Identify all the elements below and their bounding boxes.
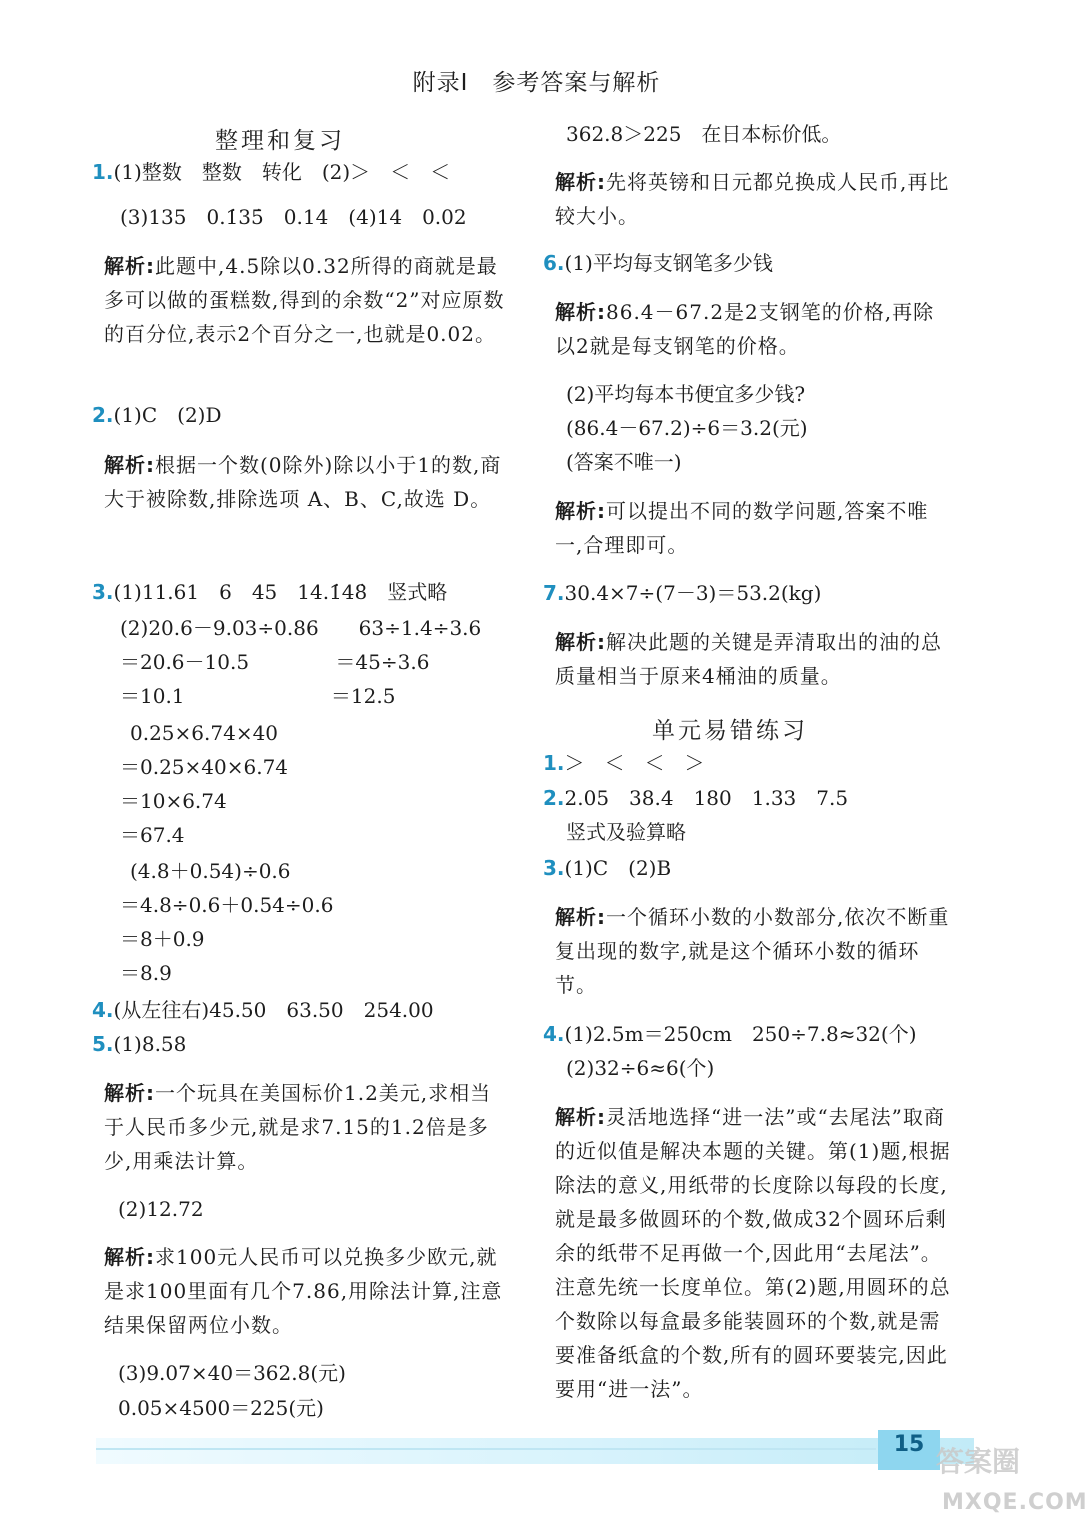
q3-line3: ＝20.6－10.5 ＝45÷3.6 — [120, 650, 430, 674]
q2-explanation-text: 根据一个数(0除外)除以小于1的数,商大于被除数,排除选项 A、B、C,故选 D。 — [104, 453, 502, 511]
q6-explanation-2-text: 可以提出不同的数学问题,答案不唯一,合理即可。 — [555, 499, 929, 557]
q7-answer: 30.4×7÷(7－3)＝53.2(kg) — [564, 581, 822, 605]
q6-explanation-2 — [555, 494, 955, 562]
e2-line1 — [543, 781, 848, 815]
q7-explanation-label: 解析: — [555, 630, 606, 654]
page-header: 附录Ⅰ 参考答案与解析 — [412, 70, 661, 96]
e3-explanation — [555, 900, 955, 1002]
footer-band — [96, 1438, 974, 1464]
q1-explanation — [104, 249, 506, 351]
q6-line1 — [543, 246, 773, 280]
watermark-logo: 答案圈 — [936, 1445, 1021, 1478]
q2-number: 2. — [92, 403, 114, 427]
q6-explanation-1-text: 86.4－67.2是2支钢笔的价格,再除以2就是每支钢笔的价格。 — [555, 300, 935, 358]
q5-line4: 0.05×4500＝225(元) — [118, 1396, 324, 1420]
q1-explanation-text: 此题中,4.5除以0.32所得的商就是最多可以做的蛋糕数,得到的余数“2”对应原数的百分位,表示2个百分之一,也就是0.02。 — [104, 254, 505, 346]
q6-number: 6. — [543, 251, 565, 275]
q2-explanation-label: 解析: — [104, 453, 155, 477]
section-title-errors: 单元易错练习 — [652, 718, 808, 744]
q1-line1 — [92, 155, 450, 189]
q4-number: 4. — [92, 998, 114, 1022]
e3-number: 3. — [543, 856, 565, 880]
q1-answer-1: (1)整数 整数 转化 (2)＞ ＜ ＜ — [113, 160, 451, 184]
q5-number: 5. — [92, 1032, 114, 1056]
e3-line — [543, 851, 671, 885]
section-title-review: 整理和复习 — [215, 128, 345, 154]
q5-explanation-2-text: 求100元人民币可以兑换多少欧元,就是求100里面有几个7.86,用除法计算,注意结果保留两位小数。 — [104, 1245, 503, 1337]
q3-line1 — [92, 575, 447, 609]
q5-explanation-2 — [104, 1240, 506, 1342]
e4-line2: (2)32÷6≈6(个) — [566, 1056, 715, 1080]
q2-line — [92, 398, 222, 432]
q6-explanation-2-label: 解析: — [555, 499, 606, 523]
q6-line2: (2)平均每本书便宜多少钱? — [566, 382, 806, 406]
e4-number: 4. — [543, 1022, 565, 1046]
q1-explanation-label: 解析: — [104, 254, 155, 278]
e4-answer-1: (1)2.5m＝250cm 250÷7.8≈32(个) — [564, 1022, 917, 1046]
watermark-url: MXQE.COM — [942, 1490, 1088, 1515]
page-number: 15 — [893, 1432, 925, 1457]
q5-explanation-2-label: 解析: — [104, 1245, 155, 1269]
q3-line7: ＝10×6.74 — [120, 789, 227, 813]
q3-line9: (4.8＋0.54)÷0.6 — [130, 859, 291, 883]
q7-explanation — [555, 625, 955, 693]
e1-line — [543, 746, 705, 780]
q7-line — [543, 576, 821, 610]
q1-line2: (3)135 0.1̇35̇ 0.14 (4)14 0.02 — [120, 205, 467, 229]
e3-answer: (1)C (2)B — [564, 856, 672, 880]
e4-line1 — [543, 1017, 917, 1051]
q4-line — [92, 993, 434, 1027]
q7-number: 7. — [543, 581, 565, 605]
q3-line6: ＝0.25×40×6.74 — [120, 755, 289, 779]
q3-line11: ＝8＋0.9 — [120, 927, 205, 951]
q6-answer-1: (1)平均每支钢笔多少钱 — [564, 251, 773, 275]
q7-explanation-text: 解决此题的关键是弄清取出的油的总质量相当于原来4桶油的质量。 — [555, 630, 942, 688]
q5-line3: (3)9.07×40＝362.8(元) — [118, 1361, 346, 1385]
q6-line3: (86.4－67.2)÷6＝3.2(元) — [566, 416, 808, 440]
q5-answer-1: (1)8.58 — [113, 1032, 187, 1056]
e1-answer: ＞ ＜ ＜ ＞ — [564, 751, 705, 775]
e3-explanation-text: 一个循环小数的小数部分,依次不断重复出现的数字,就是这个循环小数的循环节。 — [555, 905, 950, 997]
q2-answer: (1)C (2)D — [113, 403, 222, 427]
q5-explanation-1-text: 一个玩具在美国标价1.2美元,求相当于人民币多少元,就是求7.15的1.2倍是多少,用乘法计算。 — [104, 1081, 492, 1173]
q5-continued-line: 362.8＞225 在日本标价低。 — [566, 122, 842, 146]
q6-line4: (答案不唯一) — [566, 450, 682, 474]
e4-explanation-text: 灵活地选择“进一法”或“去尾法”取商的近似值是解决本题的关键。第(1)题,根据除法的意义,用纸带的长度除以每段的长度,就是最多做圆环的个数,做成32个圆环后剩余的纸带不足再做一个,因此用“去尾法”。注意先统一长度单位。第(2)题,用圆环的总个数除以每盒最多能装圆环的个数,就是需要准备纸盒的个数,所有的圆环要装完,因此要用“进一法”。 — [555, 1105, 951, 1401]
q5-line2: (2)12.72 — [118, 1197, 204, 1221]
e4-explanation — [555, 1100, 955, 1406]
q3-line12: ＝8.9 — [120, 961, 172, 985]
q3-line2: (2)20.6－9.03÷0.86 63÷1.4÷3.6 — [120, 616, 482, 640]
q5-explanation-1-label: 解析: — [104, 1081, 155, 1105]
q3-answer-1: (1)11.61 6 45 14.1̇48̇ 竖式略 — [113, 580, 448, 604]
q5-line1 — [92, 1027, 186, 1061]
q5-explanation-3-label: 解析: — [555, 170, 606, 194]
e2-answer-1: 2.05 38.4 180 1.33 7.5 — [564, 786, 849, 810]
q3-line4: ＝10.1 ＝12.5 — [120, 684, 396, 708]
q5-explanation-3 — [555, 165, 955, 233]
q4-answer: (从左往右)45.50 63.50 254.00 — [113, 998, 434, 1022]
e2-number: 2. — [543, 786, 565, 810]
q3-line8: ＝67.4 — [120, 823, 185, 847]
q3-number: 3. — [92, 580, 114, 604]
q5-explanation-1 — [104, 1076, 506, 1178]
q1-number: 1. — [92, 160, 114, 184]
q3-line5: 0.25×6.74×40 — [130, 721, 279, 745]
q2-explanation — [104, 448, 506, 516]
e3-explanation-label: 解析: — [555, 905, 606, 929]
footer-divider — [96, 1448, 876, 1450]
e1-number: 1. — [543, 751, 565, 775]
q6-explanation-1-label: 解析: — [555, 300, 606, 324]
q5-explanation-3-text: 先将英镑和日元都兑换成人民币,再比较大小。 — [555, 170, 950, 228]
e2-line2: 竖式及验算略 — [566, 820, 686, 844]
q6-explanation-1 — [555, 295, 955, 363]
q3-line10: ＝4.8÷0.6＋0.54÷0.6 — [120, 893, 334, 917]
e4-explanation-label: 解析: — [555, 1105, 606, 1129]
